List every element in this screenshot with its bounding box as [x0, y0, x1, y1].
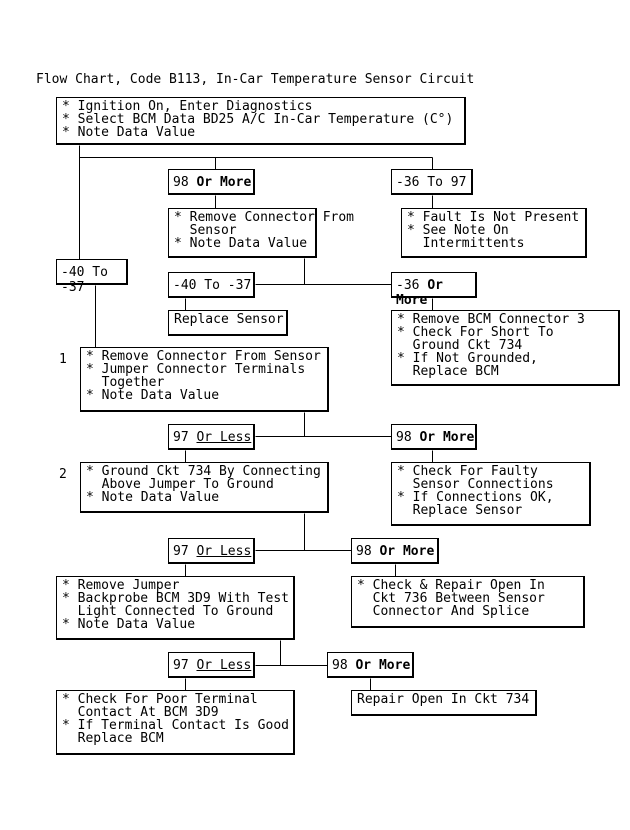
decision-value: -36	[396, 278, 420, 293]
box-text-line: Contact At BCM 3D9	[62, 705, 219, 720]
decision-box-d10	[168, 652, 255, 678]
box-text-line: * Check For Short To	[397, 325, 554, 340]
box-text-line: * Note Data Value	[62, 125, 196, 140]
result-box-r_faulty	[391, 462, 591, 526]
decision-box-d9	[351, 538, 439, 564]
decision-condition: Or More	[196, 175, 252, 190]
decision-box-d8	[168, 538, 255, 564]
step-box-s2	[80, 462, 329, 513]
decision-box-d7	[391, 424, 477, 450]
decision-value: 97	[173, 658, 189, 673]
step-box-s1	[80, 347, 329, 412]
box-text-line: * Jumper Connector Terminals	[86, 362, 306, 377]
chart-title: Flow Chart, Code B113, In-Car Temperature Sensor Circuit	[36, 72, 475, 87]
result-box-r_fault	[401, 208, 587, 258]
decision-value: 98	[356, 544, 372, 559]
box-text-line: * Check For Faulty	[397, 464, 538, 479]
box-text-line: * Remove BCM Connector 3	[397, 312, 585, 327]
box-text-line: * Ground Ckt 734 By Connecting	[86, 464, 321, 479]
decision-box-d11	[327, 652, 414, 678]
box-text-line: * Check For Poor Terminal	[62, 692, 258, 707]
box-text-line: * If Terminal Contact Is Good	[62, 718, 289, 733]
decision-value: 97	[173, 430, 189, 445]
result-box-r_replace	[168, 310, 288, 336]
decision-value: 98	[332, 658, 348, 673]
box-text-line: * If Not Grounded,	[397, 351, 538, 366]
decision-condition: Or More	[396, 278, 443, 308]
box-text-line: * Select BCM Data BD25 A/C In-Car Temperature (C°)	[62, 112, 454, 127]
result-box-r_open734	[351, 690, 537, 716]
box-text-line: * See Note On	[407, 223, 509, 238]
step-box-start	[56, 97, 466, 145]
box-text-line: Replace Sensor	[397, 503, 523, 518]
box-text-line: Replace BCM	[62, 731, 164, 746]
step-box-s_remove	[168, 208, 355, 258]
decision-box-d3	[56, 259, 128, 295]
decision-value: 98	[173, 175, 189, 190]
result-box-r_bcm	[391, 310, 620, 386]
box-text-line: * Remove Jumper	[62, 578, 180, 593]
box-text-line: Together	[86, 375, 165, 390]
box-text-line: * Note Data Value	[86, 388, 220, 403]
box-text-line: * Backprobe BCM 3D9 With Test	[62, 591, 289, 606]
decision-condition: Or More	[355, 658, 411, 673]
box-text-line: * Remove Connector From Sensor	[86, 349, 321, 364]
box-text-line: * Ignition On, Enter Diagnostics	[62, 99, 313, 114]
decision-box-d2	[391, 169, 473, 195]
result-box-r_open736	[351, 576, 585, 628]
decision-value: -36 To 97	[396, 175, 467, 190]
decision-condition: Or More	[379, 544, 435, 559]
decision-value: 97	[173, 544, 189, 559]
box-text-line: Replace Sensor	[174, 312, 284, 327]
box-text-line: * Note Data Value	[86, 490, 220, 505]
decision-value: -40 To -37	[61, 265, 108, 295]
box-text-line: * Check & Repair Open In	[357, 578, 545, 593]
box-text-line: Repair Open In Ckt 734	[357, 692, 530, 707]
result-box-r_terminal	[56, 690, 295, 755]
box-text-line: Light Connected To Ground	[62, 604, 274, 619]
decision-box-d6	[168, 424, 255, 450]
box-text-line: Sensor Connections	[397, 477, 554, 492]
step-number-2: 2	[59, 467, 67, 482]
box-text-line: * Fault Is Not Present	[407, 210, 580, 225]
box-text-line: * Note Data Value	[62, 617, 196, 632]
box-text-line: * If Connections OK,	[397, 490, 554, 505]
box-text-line: Intermittents	[407, 236, 525, 251]
box-text-line: * Note Data Value	[174, 236, 308, 251]
step-number-1: 1	[59, 352, 67, 367]
decision-condition: Or Less	[196, 430, 252, 445]
decision-box-d1	[168, 169, 255, 195]
box-text-line: Replace BCM	[397, 364, 499, 379]
decision-condition: Or Less	[196, 658, 252, 673]
decision-box-d4	[168, 272, 255, 298]
box-text-line: Ckt 736 Between Sensor	[357, 591, 545, 606]
box-text-line: * Remove Connector From	[174, 210, 355, 225]
box-text-line: Ground Ckt 734	[397, 338, 523, 353]
box-text-line: Sensor	[174, 223, 237, 238]
decision-condition: Or Less	[196, 544, 252, 559]
decision-value: 98	[396, 430, 412, 445]
box-text-line: Connector And Splice	[357, 604, 530, 619]
decision-condition: Or More	[419, 430, 475, 445]
step-box-s3	[56, 576, 295, 640]
decision-box-d5	[391, 272, 477, 308]
box-text-line: Above Jumper To Ground	[86, 477, 274, 492]
decision-value: -40 To -37	[173, 278, 252, 293]
